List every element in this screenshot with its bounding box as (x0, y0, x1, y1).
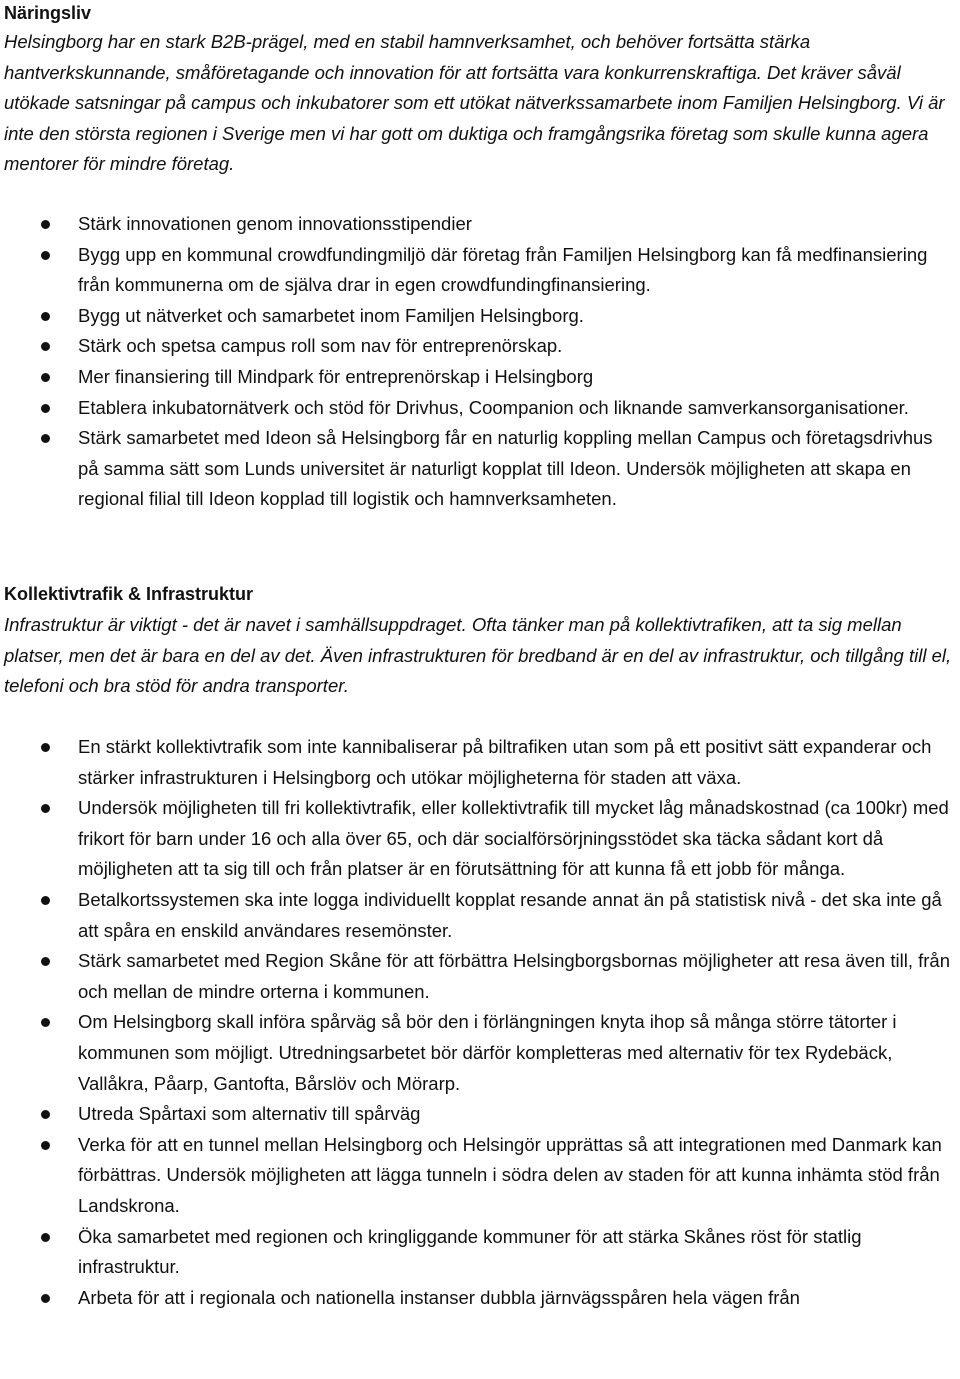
list-item-text: Utreda Spårtaxi som alternativ till spårväg (78, 1103, 421, 1125)
bullet-icon (41, 1018, 50, 1027)
bullet-icon (41, 896, 50, 905)
section-intro-naringsliv: Helsingborg har en stark B2B-prägel, med en stabil hamnverksamhet, och behöver fortsätta stärka hantverkskunnande, småföretagande och innovation för att fortsätta vara konkurrenskraftiga. Det kräver såväl utökade satsningar på campus och inkubatorer som ett utökat nätverkssamarbete inom Familjen Helsingborg. Vi är inte den största regionen i Sverige men vi har gott om duktiga och framgångsrika företag som skulle kunna agera mentorer för mindre företag. (4, 31, 945, 174)
bullet-icon (41, 743, 50, 752)
list-item (4, 301, 958, 332)
list-item (4, 1222, 960, 1283)
section-intro-kollektivtrafik: Infrastruktur är viktigt - det är navet i samhällsuppdraget. Ofta tänker man på kollektivtrafiken, att ta sig mellan platser, men det är bara en del av det. Även infrastrukturen för bredband är en del av infrastruktur, och tillgång till el, telefoni och bra stöd för andra transporter. (4, 614, 952, 696)
list-item-text: Om Helsingborg skall införa spårväg så bör den i förlängningen knyta ihop så många större tätorter i kommunen som möjligt. Utredningsarbetet bör därför kompletteras med alternativ för tex Rydebäck, Vallåkra, Påarp, Gantofta, Bårslöv och Mörarp. (78, 1011, 897, 1094)
list-item-text: Bygg upp en kommunal crowdfundingmiljö där företag från Familjen Helsingborg kan få medfinansiering från kommunerna om de själva drar in egen crowdfundingfinansiering. (78, 243, 928, 296)
list-item-text: Öka samarbetet med regionen och kringliggande kommuner för att stärka Skånes röst för statlig infrastruktur. (78, 1225, 862, 1278)
section-heading-naringsliv: Näringsliv (4, 3, 92, 23)
list-item (4, 885, 960, 946)
bullet-icon (41, 404, 50, 413)
list-item (4, 240, 958, 301)
list-item-text: Stärk samarbetet med Region Skåne för att förbättra Helsingborgsbornas möjligheter att resa även till, från och mellan de mindre orterna i kommunen. (78, 950, 950, 1002)
list-item (4, 946, 960, 1007)
list-item-text: Stärk samarbetet med Ideon så Helsingborg får en naturlig koppling mellan Campus och företagsdrivhus på samma sätt som Lunds universitet är naturligt kopplat till Ideon. Undersök möjligheten att skapa en regional filial till Ideon kopplad till logistik och hamnverksamheten. (78, 427, 933, 510)
bullet-icon (41, 1233, 50, 1242)
list-item-text: Verka för att en tunnel mellan Helsingborg och Helsingör upprättas så att integrationen med Danmark kan förbättras. Undersök möjligheten att lägga tunneln i södra delen av staden för att kunna inhämta stöd från Landskrona. (78, 1133, 942, 1216)
list-item-text: Mer finansiering till Mindpark för entreprenörskap i Helsingborg (78, 365, 594, 387)
bullet-icon (41, 1141, 50, 1150)
list-item (4, 1099, 960, 1130)
bullet-icon (41, 957, 50, 966)
bullet-icon (41, 1294, 50, 1303)
list-item-text: Arbeta för att i regionala och nationella instanser dubbla järnvägsspåren hela vägen från (78, 1286, 800, 1308)
bullet-icon (41, 804, 50, 813)
bullet-list-kollektivtrafik (4, 732, 960, 1313)
bullet-icon (41, 373, 50, 382)
bullet-icon (41, 220, 50, 229)
list-item-text: Betalkortssystemen ska inte logga individuellt kopplat resande annat än på statistisk nivå - det ska inte gå att spåra en enskild användares resemönster. (78, 888, 942, 941)
list-item (4, 1007, 960, 1099)
list-item (4, 423, 958, 515)
bullet-icon (41, 251, 50, 260)
list-item (4, 732, 960, 793)
bullet-icon (41, 342, 50, 351)
list-item (4, 1283, 960, 1314)
bullet-list-naringsliv (4, 209, 958, 515)
bullet-icon (41, 312, 50, 321)
list-item-text: Undersök möjligheten till fri kollektivtrafik, eller kollektivtrafik till mycket låg månadskostnad (ca 100kr) med frikort för barn under 16 och alla över 65, och där socialförsörjningsstödet ska täcka sådant kort då möjligheten att ta sig till och från platser är en förutsättning för att kunna få ett jobb för många. (78, 797, 949, 880)
list-item-text: Etablera inkubatornätverk och stöd för Drivhus, Coompanion och liknande samverkansorganisationer. (78, 396, 909, 418)
list-item (4, 1130, 960, 1222)
list-item (4, 209, 958, 240)
list-item (4, 793, 960, 885)
bullet-icon (41, 434, 50, 443)
section-heading-kollektivtrafik: Kollektivtrafik & Infrastruktur (4, 584, 254, 604)
list-item (4, 393, 958, 424)
list-item-text: Bygg ut nätverket och samarbetet inom Familjen Helsingborg. (78, 304, 584, 326)
list-item-text: Stärk innovationen genom innovationsstipendier (78, 213, 472, 234)
list-item (4, 331, 958, 362)
list-item-text: En stärkt kollektivtrafik som inte kannibaliserar på biltrafiken utan som på ett positivt sätt expanderar och stärker infrastrukturen i Helsingborg och utökar möjligheterna för staden att växa. (78, 736, 932, 788)
bullet-icon (41, 1110, 50, 1119)
list-item (4, 362, 958, 393)
list-item-text: Stärk och spetsa campus roll som nav för entreprenörskap. (78, 335, 563, 357)
